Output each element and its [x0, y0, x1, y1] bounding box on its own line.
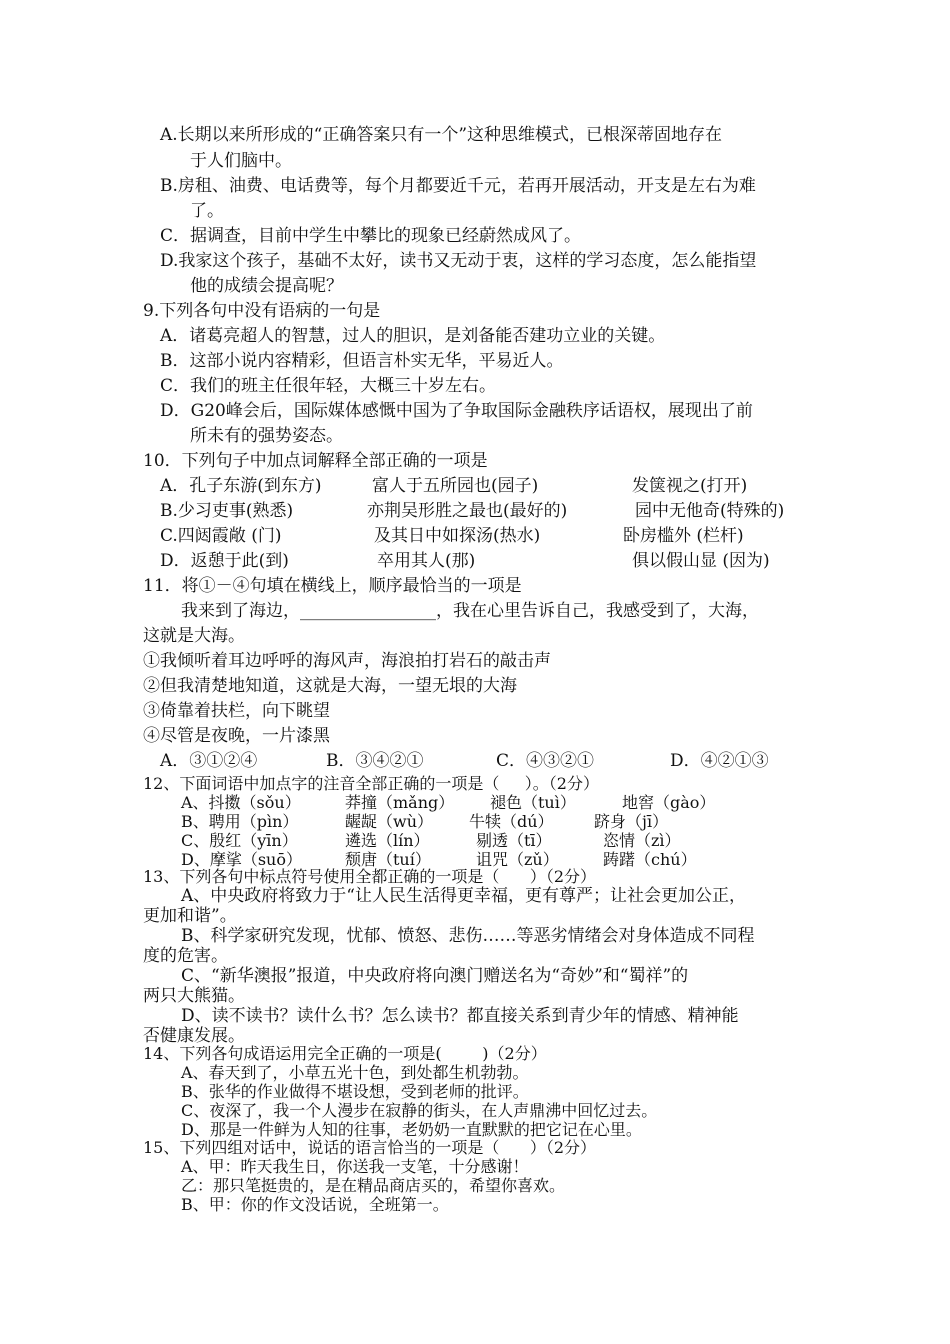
q11-sentence-3: ③倚靠着扶栏，向下眺望: [143, 701, 330, 721]
q13-option-d-line2: 否健康发展。: [143, 1026, 245, 1046]
q10-row-b-item3: 园中无他奇(特殊的): [635, 501, 785, 521]
q12-row-c-item4: 恣情（zì）: [603, 831, 681, 850]
q12-row-b-item4: 跻身（jī）: [594, 812, 669, 831]
q11-option-a: A．③①②④: [160, 751, 258, 771]
q9-option-b: B．这部小说内容精彩，但语言朴实无华，平易近人。: [160, 351, 564, 371]
q8-option-d-line1: D.我家这个孩子，基础不太好，读书又无动于衷，这样的学习态度，怎么能指望: [160, 251, 757, 271]
q9-option-d-line2: 所未有的强势姿态。: [190, 426, 343, 446]
q14-option-d: D、那是一件鲜为人知的往事，老奶奶一直默默的把它记在心里。: [181, 1120, 642, 1139]
q12-row-c-item2: 遴选（lín）: [345, 831, 430, 850]
q13-option-b-line1: B、科学家研究发现，忧郁、愤怒、悲伤……等恶劣情绪会对身体造成不同程: [181, 926, 755, 946]
q10-row-d-item2: 卒用其人(那): [377, 551, 476, 571]
q12-row-b-item2: 龌龊（wù）: [345, 812, 434, 831]
q12-row-b-item3: 牛犊（dú）: [469, 812, 554, 831]
q8-option-d-line2: 他的成绩会提高呢？: [190, 276, 343, 296]
q13-option-d-line1: D、读不读书？读什么书？怎么读书？都直接关系到青少年的情感、精神能: [181, 1006, 739, 1026]
q11-option-c: C．④③②①: [496, 751, 595, 771]
q10-row-d-item3: 俱以假山显 (因为): [632, 551, 770, 571]
q8-option-c: C．据调查，目前中学生中攀比的现象已经蔚然成风了。: [160, 226, 582, 246]
q10-row-b-item1: B.少习吏事(熟悉): [160, 501, 294, 521]
q11-stem: 11．将①－④句填在横线上，顺序最恰当的一项是: [143, 576, 522, 596]
q14-option-c: C、夜深了，我一个人漫步在寂静的街头，在人声鼎沸中回忆过去。: [181, 1101, 658, 1120]
q11-sentence-1: ①我倾听着耳边呼呼的海风声，海浪拍打岩石的敲击声: [143, 651, 551, 671]
q12-row-c-item1: C、殷红（yīn）: [181, 831, 298, 850]
q11-sentence-4: ④尽管是夜晚，一片漆黑: [143, 726, 330, 746]
q10-row-a-item2: 富人于五所园也(园子): [372, 476, 539, 496]
q12-row-c-item3: 剔透（tī）: [476, 831, 552, 850]
q10-stem: 10．下列句子中加点词解释全部正确的一项是: [143, 451, 488, 471]
q12-row-b-item1: B、聘用（pìn）: [181, 812, 299, 831]
q14-option-b: B、张华的作业做得不堪设想，受到老师的批评。: [181, 1082, 529, 1101]
q11-passage-line1: 我来到了海边，________________，我在心里告诉自己，我感受到了，大海，: [181, 601, 759, 621]
q11-passage-line2: 这就是大海。: [143, 626, 245, 646]
q11-sentence-2: ②但我清楚地知道，这就是大海，一望无垠的大海: [143, 676, 517, 696]
q15-option-a-line1: A、甲：昨天我生日，你送我一支笔，十分感谢！: [181, 1157, 529, 1176]
q11-option-b: B．③④②①: [326, 751, 424, 771]
q9-option-d-line1: D．G20峰会后，国际媒体感慨中国为了争取国际金融秩序话语权，展现出了前: [160, 401, 753, 421]
q11-option-d: D．④②①③: [670, 751, 769, 771]
q12-row-d-item2: 颓唐（tuí）: [345, 850, 431, 869]
q9-option-a: A．诸葛亮超人的智慧，过人的胆识，是刘备能否建功立业的关键。: [160, 326, 666, 346]
q12-row-d-item1: D、摩挲（suō）: [181, 850, 302, 869]
q8-option-a-line1: A.长期以来所形成的“正确答案只有一个”这种思维模式，已根深蒂固地存在: [160, 125, 723, 145]
q10-row-c-item1: C.四闼霞敞 (门): [160, 526, 282, 546]
q10-row-c-item2: 及其日中如探汤(热水): [374, 526, 541, 546]
q8-option-b-line2: 了。: [190, 201, 224, 221]
q12-row-d-item3: 诅咒（zǔ）: [476, 850, 559, 869]
q12-stem: 12、下面词语中加点字的注音全部正确的一项是（ ）。（2分）: [143, 774, 599, 793]
q15-stem: 15、下列四组对话中，说话的语言恰当的一项是（ ）（2分）: [143, 1138, 597, 1157]
q8-option-a-line2: 于人们脑中。: [190, 151, 292, 171]
q10-row-c-item3: 卧房槛外 (栏杆): [623, 526, 744, 546]
q14-option-a: A、春天到了，小草五光十色，到处都生机勃勃。: [181, 1063, 529, 1082]
q10-row-b-item2: 亦荆吴形胜之最也(最好的): [367, 501, 568, 521]
q12-row-a-item2: 莽撞（mǎng）: [345, 793, 455, 812]
q13-option-a-line1: A、中央政府将致力于“让人民生活得更幸福，更有尊严；让社会更加公正，: [181, 886, 746, 906]
q12-row-d-item4: 踌躇（chú）: [603, 850, 697, 869]
q13-option-b-line2: 度的危害。: [143, 946, 228, 966]
q13-option-c-line2: 两只大熊猫。: [143, 986, 245, 1006]
q13-stem: 13、下列各句中标点符号使用全都正确的一项是（ ）（2分）: [143, 867, 597, 886]
q9-stem: 9.下列各句中没有语病的一句是: [143, 301, 381, 321]
q8-option-b-line1: B.房租、油费、电话费等，每个月都要近千元，若再开展活动，开支是左右为难: [160, 176, 756, 196]
q12-row-a-item1: A、抖擞（sǒu）: [181, 793, 301, 812]
q10-row-d-item1: D．返憩于此(到): [160, 551, 289, 571]
q10-row-a-item1: A．孔子东游(到东方): [160, 476, 322, 496]
q12-row-a-item4: 地窖（gào）: [622, 793, 716, 812]
q9-option-c: C．我们的班主任很年轻，大概三十岁左右。: [160, 376, 497, 396]
q15-option-a-line2: 乙：那只笔挺贵的，是在精品商店买的，希望你喜欢。: [181, 1176, 566, 1195]
q12-row-a-item3: 褪色（tuì）: [490, 793, 576, 812]
q10-row-a-item3: 发箧视之(打开): [632, 476, 748, 496]
q13-option-a-line2: 更加和谐”。: [143, 906, 237, 926]
q15-option-b-line1: B、甲：你的作文没话说，全班第一。: [181, 1195, 449, 1214]
q13-option-c-line1: C、“新华澳报”报道，中央政府将向澳门赠送名为“奇妙”和“蜀祥”的: [181, 966, 689, 986]
q14-stem: 14、下列各句成语运用完全正确的一项是( )（2分）: [143, 1044, 547, 1063]
